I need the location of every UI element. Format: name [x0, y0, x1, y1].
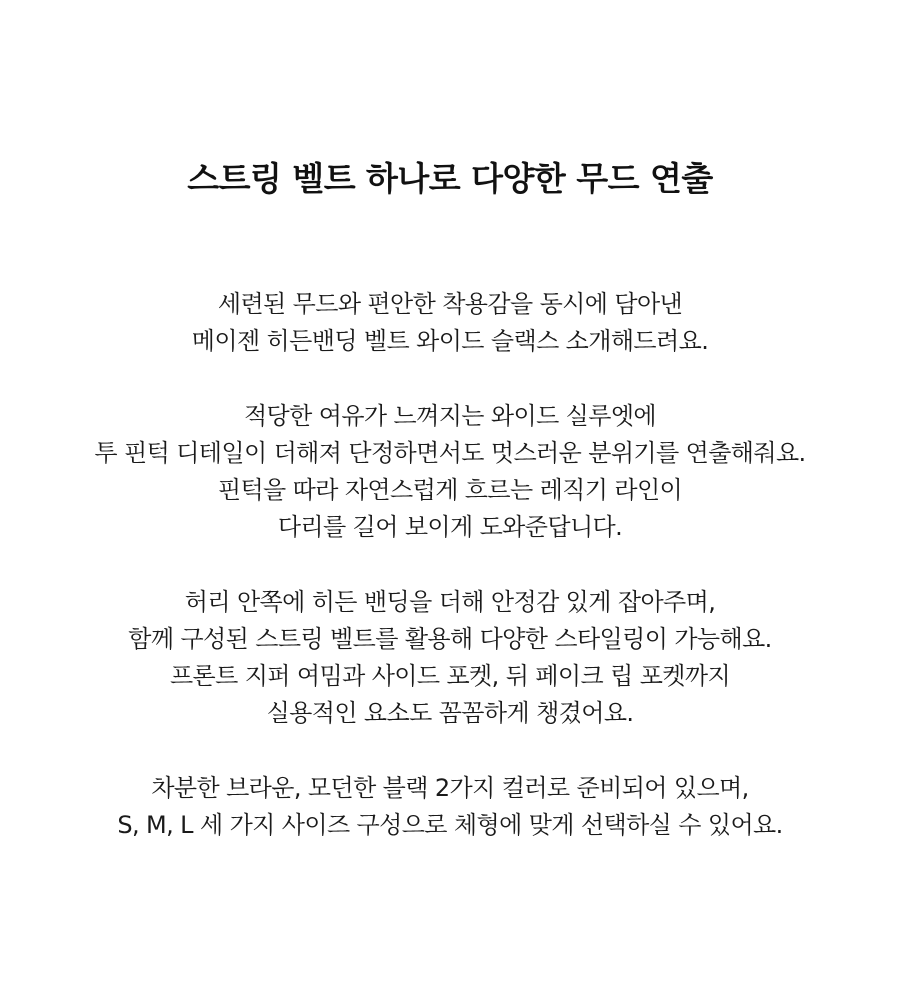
description-body: [0, 286, 900, 882]
text-line: 차분한 브라운, 모던한 블랙 2가지 컬러로 준비되어 있으며,: [151, 774, 749, 802]
text-line: S, M, L 세 가지 사이즈 구성으로 체형에 맞게 선택하실 수 있어요.: [117, 811, 783, 839]
text-line: 허리 안쪽에 히든 밴딩을 더해 안정감 있게 잡아주며,: [184, 588, 716, 616]
text-line: 핀턱을 따라 자연스럽게 흐르는 레직기 라인이: [217, 476, 683, 504]
intro-paragraph: [0, 286, 900, 360]
details-paragraph: [0, 584, 900, 732]
text-line: 함께 구성된 스트링 벨트를 활용해 다양한 스타일링이 가능해요.: [128, 625, 772, 653]
fit-paragraph: [0, 398, 900, 546]
text-line: 프론트 지퍼 여밈과 사이드 포켓, 뒤 페이크 립 포켓까지: [169, 662, 731, 690]
text-line: 메이젠 히든밴딩 벨트 와이드 슬랙스 소개해드려요.: [191, 327, 709, 355]
options-paragraph: [0, 770, 900, 844]
text-line: 적당한 여유가 느껴지는 와이드 실루엣에: [243, 402, 657, 430]
text-line: 실용적인 요소도 꼼꼼하게 챙겼어요.: [266, 699, 634, 727]
text-line: 다리를 길어 보이게 도와준답니다.: [277, 513, 623, 541]
text-line: 투 핀턱 디테일이 더해져 단정하면서도 멋스러운 분위기를 연출해줘요.: [94, 439, 806, 467]
text-line: 세련된 무드와 편안한 착용감을 동시에 담아낸: [217, 290, 683, 318]
page-title: 스트링 벨트 하나로 다양한 무드 연출: [187, 159, 713, 198]
